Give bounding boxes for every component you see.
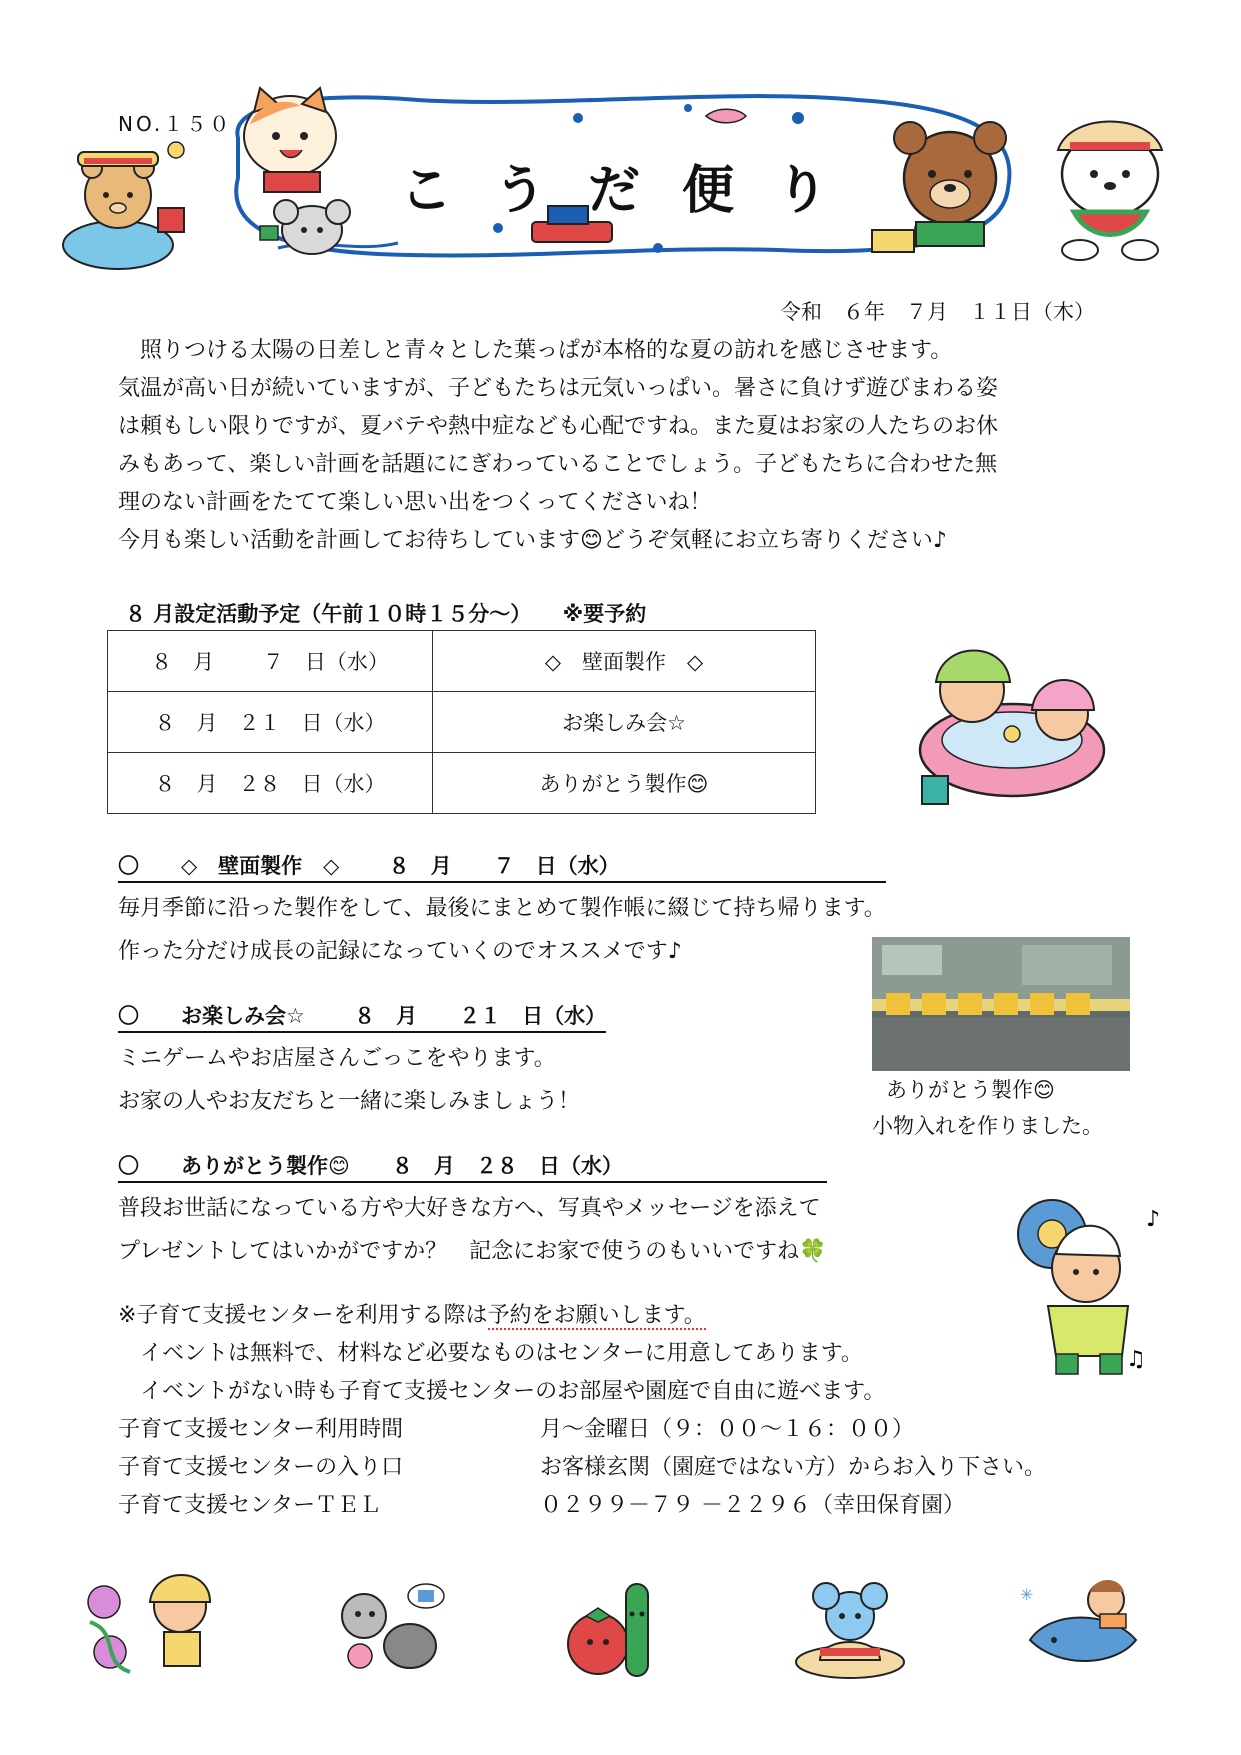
svg-text:♫: ♫ bbox=[1126, 1347, 1146, 1372]
schedule-date: ８ 月 ２１ 日（水） bbox=[108, 692, 433, 753]
info-value: お客様玄関（園庭ではない方）からお入り下さい。 bbox=[540, 1455, 1047, 1480]
section-heading: 〇 ありがとう製作😊 ８ 月 ２８ 日（水） bbox=[118, 1150, 827, 1183]
cat-swimming-illustration bbox=[230, 84, 360, 194]
schedule-date: ８ 月 ７ 日（水） bbox=[108, 631, 433, 692]
section-fun-party bbox=[118, 1000, 606, 1115]
issue-date: 令和 ６年 ７月 １１日（木） bbox=[780, 300, 1095, 324]
kids-pool-illustration bbox=[912, 630, 1122, 810]
bear-watering-can-illustration bbox=[880, 118, 1030, 258]
photo-caption-line2: 小物入れを作りました。 bbox=[872, 1114, 1103, 1138]
section-line: 普段お世話になっている方や大好きな方へ、写真やメッセージを添えて bbox=[118, 1196, 821, 1221]
svg-text:♪: ♪ bbox=[1146, 1207, 1161, 1232]
section-heading: 〇 お楽しみ会☆ ８ 月 ２１ 日（水） bbox=[118, 1000, 606, 1033]
schedule-table bbox=[107, 630, 816, 814]
section-thank-you-craft bbox=[118, 1150, 827, 1265]
info-value: ０２９９－７９ －２２９６（幸田保育園） bbox=[540, 1493, 965, 1518]
intro-line: は頼もしい限りですが、夏バテや熱中症なども心配ですね。また夏はお家の人たちのお休 bbox=[118, 414, 999, 439]
issue-number: NO.１５０ bbox=[118, 112, 233, 136]
child-dolphin-illustration bbox=[1020, 1570, 1150, 1680]
intro-line: 気温が高い日が続いていますが、子どもたちは元気いっぱい。暑さに負けず遊びまわる姿 bbox=[118, 376, 999, 401]
reservation-note bbox=[118, 1298, 706, 1329]
schedule-date: ８ 月 ２８ 日（水） bbox=[108, 753, 433, 814]
schedule-event: お楽しみ会☆ bbox=[433, 692, 816, 753]
section-wall-craft bbox=[118, 850, 886, 965]
note-line: イベントは無料で、材料など必要なものはセンターに用意してあります。 bbox=[118, 1341, 863, 1366]
intro-paragraph bbox=[118, 332, 1138, 560]
section-heading: 〇 ◇ 壁面製作 ◇ ８ 月 ７ 日（水） bbox=[118, 850, 886, 883]
section-line: 作った分だけ成長の記録になっていくのでオススメです♪ bbox=[118, 939, 682, 964]
info-label: 子育て支援センターＴＥＬ bbox=[118, 1493, 382, 1518]
intro-line: みもあって、楽しい計画を話題ににぎわっていることでしょう。子どもたちに合わせた無 bbox=[118, 452, 998, 477]
section-line: 毎月季節に沿った製作をして、最後にまとめて製作帳に綴じて持ち帰ります。 bbox=[118, 896, 886, 921]
section-line: お家の人やお友だちと一緒に楽しみましょう！ bbox=[118, 1089, 581, 1114]
mouse-swimming-illustration bbox=[256, 196, 366, 266]
child-summer-fan-illustration bbox=[996, 1196, 1166, 1386]
newsletter-title: こうだ便り bbox=[400, 161, 871, 221]
craft-photo bbox=[872, 937, 1130, 1071]
table-row bbox=[108, 753, 816, 814]
section-line: ミニゲームやお店屋さんごっこをやります。 bbox=[118, 1046, 556, 1071]
child-morning-glory-illustration bbox=[70, 1562, 220, 1682]
intro-line: 照りつける太陽の日差しと青々とした葉っぱが本格的な夏の訪れを感じさせます。 bbox=[118, 338, 953, 363]
mouse-straw-hat-illustration bbox=[790, 1580, 910, 1684]
tomato-cucumber-illustration bbox=[560, 1574, 670, 1684]
svg-text:✳: ✳ bbox=[1020, 1585, 1034, 1604]
note-line: イベントがない時も子育て支援センターのお部屋や園庭で自由に遊べます。 bbox=[118, 1379, 886, 1404]
info-label: 子育て支援センター利用時間 bbox=[118, 1417, 404, 1442]
schedule-event: ◇ 壁面製作 ◇ bbox=[433, 631, 816, 692]
note-prefix: ※子育て支援センターを利用する際は bbox=[118, 1303, 488, 1328]
note-emphasis: 予約をお願いします。 bbox=[487, 1303, 706, 1328]
photo-window-shelf-image bbox=[872, 937, 1130, 1071]
intro-line: 理のない計画をたてて楽しい思い出をつくってくださいね！ bbox=[118, 490, 712, 515]
schedule-event: ありがとう製作😊 bbox=[433, 753, 816, 814]
photo-caption-line1: ありがとう製作😊 bbox=[886, 1078, 1055, 1102]
info-value: 月～金曜日（９：００～１６：００） bbox=[540, 1417, 915, 1442]
section-line: プレゼントしてはいかがですか？ 記念にお家で使うのもいいですね🍀 bbox=[118, 1239, 827, 1264]
polar-bear-watermelon-illustration bbox=[1040, 112, 1180, 262]
intro-line: 今月も楽しい活動を計画してお待ちしています😊どうぞ気軽にお立ち寄りください♪ bbox=[118, 528, 947, 553]
schedule-heading: ８ 月設定活動予定（午前１０時１５分～） ※要予約 bbox=[125, 602, 647, 626]
table-row bbox=[108, 692, 816, 753]
table-row bbox=[108, 631, 816, 692]
ant-candy-illustration bbox=[330, 1580, 450, 1680]
info-label: 子育て支援センターの入り口 bbox=[118, 1455, 404, 1480]
bear-swim-ring-illustration bbox=[48, 140, 198, 290]
